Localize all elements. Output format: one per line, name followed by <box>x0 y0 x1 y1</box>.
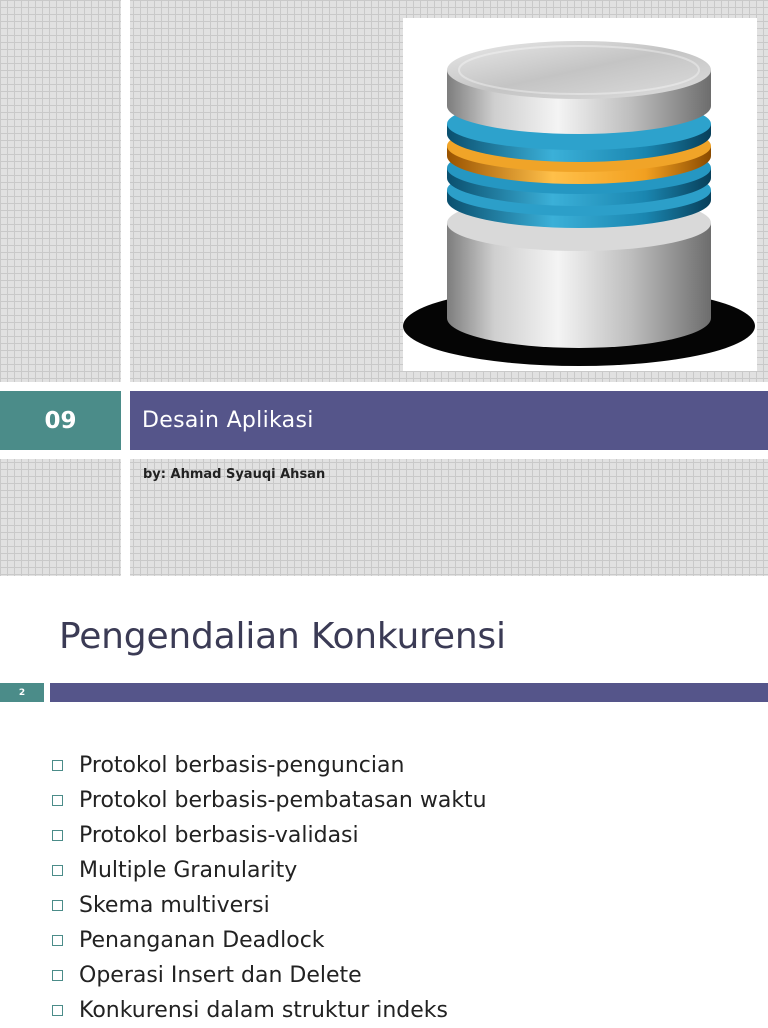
horizontal-separator <box>0 450 768 459</box>
list-item-text: Penanganan Deadlock <box>79 928 325 953</box>
list-item-text: Skema multiversi <box>79 893 270 918</box>
square-bullet-icon <box>52 865 63 876</box>
list-item <box>52 923 487 958</box>
list-item-text: Multiple Granularity <box>79 858 298 883</box>
presentation-number <box>0 391 121 450</box>
list-item <box>52 853 487 888</box>
presentation-number-text: 09 <box>44 407 77 434</box>
title-underline-bar <box>50 683 768 702</box>
list-item <box>52 783 487 818</box>
list-item <box>52 818 487 853</box>
content-slide <box>0 576 768 1024</box>
square-bullet-icon <box>52 900 63 911</box>
list-item <box>52 958 487 993</box>
list-item-text: Protokol berbasis-validasi <box>79 823 359 848</box>
presentation-title: Desain Aplikasi <box>142 408 314 433</box>
square-bullet-icon <box>52 760 63 771</box>
list-item-text: Konkurensi dalam struktur indeks <box>79 998 448 1023</box>
slide-number-text: 2 <box>18 687 26 698</box>
bullet-list <box>52 748 487 1028</box>
list-item <box>52 748 487 783</box>
list-item-text: Protokol berbasis-pembatasan waktu <box>79 788 487 813</box>
slide-title: Pengendalian Konkurensi <box>59 616 506 657</box>
square-bullet-icon <box>52 970 63 981</box>
list-item-text: Protokol berbasis-penguncian <box>79 753 405 778</box>
list-item-text: Operasi Insert dan Delete <box>79 963 362 988</box>
square-bullet-icon <box>52 830 63 841</box>
square-bullet-icon <box>52 795 63 806</box>
square-bullet-icon <box>52 1005 63 1016</box>
title-bar <box>130 391 768 450</box>
horizontal-separator <box>0 382 768 391</box>
vertical-separator <box>121 0 130 576</box>
list-item <box>52 888 487 923</box>
list-item <box>52 993 487 1028</box>
square-bullet-icon <box>52 935 63 946</box>
database-image <box>403 18 757 371</box>
author-line: by: Ahmad Syauqi Ahsan <box>143 467 326 482</box>
database-icon <box>403 18 757 371</box>
slide-number <box>0 683 44 702</box>
